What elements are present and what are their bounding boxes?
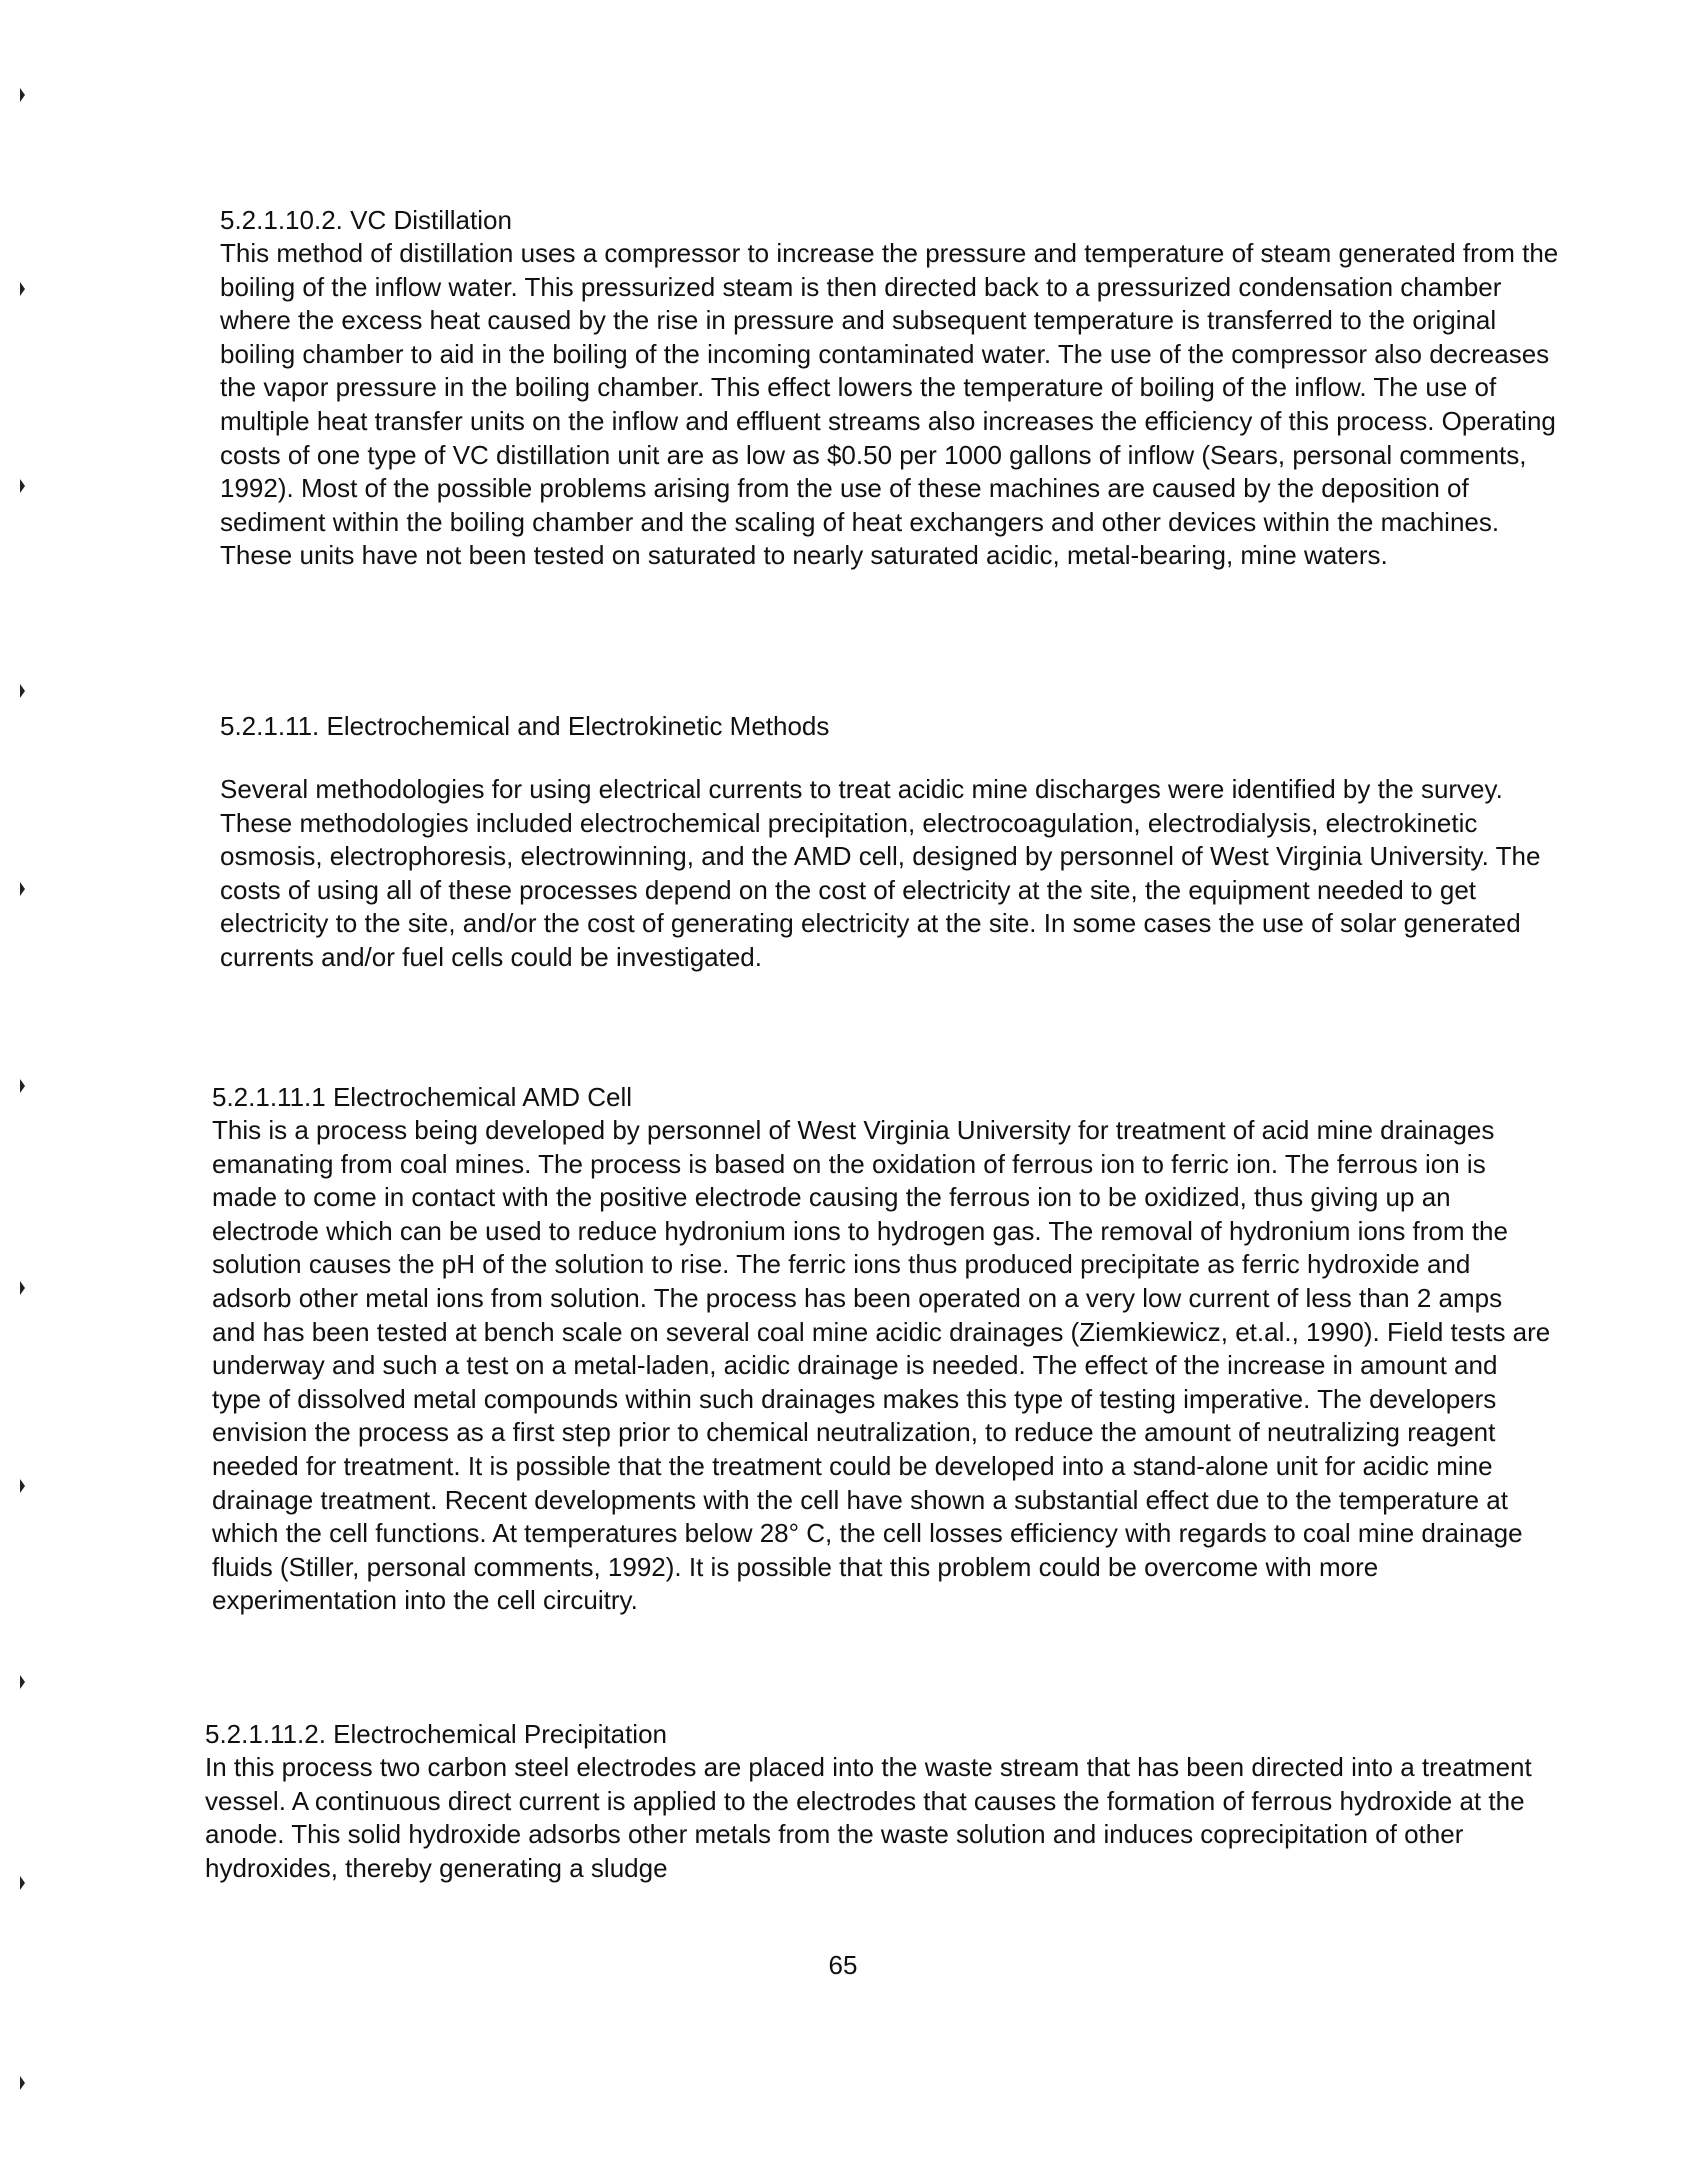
section-body: In this process two carbon steel electrodes are placed into the waste stream that has been directed into a treatment vessel. A continuous direct current is applied to the electrodes that causes the formation of ferrous hydroxide at the anode. This solid hydroxide adsorbs other metals from the waste solution and induces coprecipitation of other hydroxides, thereby generating a sludge <box>205 1752 1532 1883</box>
section-heading: 5.2.1.11. Electrochemical and Electrokinetic Methods <box>220 711 830 741</box>
margin-mark <box>20 1876 25 1890</box>
page-number: 65 <box>828 1950 858 1980</box>
margin-mark <box>20 1479 25 1493</box>
margin-mark <box>20 882 25 896</box>
margin-mark <box>20 2076 25 2090</box>
margin-mark <box>20 684 25 698</box>
margin-mark <box>20 479 25 493</box>
section-body: This is a process being developed by personnel of West Virginia University for treatment of acid mine drainages emanating from coal mines. The process is based on the oxidation of ferrous ion to ferric ion. The ferrous ion is made to come in contact with the positive electrode causing the ferrous ion to be oxidized, thus giving up an electrode which can be used to reduce hydronium ions to hydrogen gas. The removal of hydronium ions from the solution causes the pH of the solution to rise. The ferric ions thus produced precipitate as ferric hydroxide and adsorb other metal ions from solution. The process has been operated on a very low current of less than 2 amps and has been tested at bench scale on several coal mine acidic drainages (Ziemkiewicz, et.al., 1990). Field tests are underway and such a test on a metal-laden, acidic drainage is needed. The effect of the increase in amount and type of dissolved metal compounds within such drainages makes this type of testing imperative. The developers envision the process as a first step prior to chemical neutralization, to reduce the amount of neutralizing reagent needed for treatment. It is possible that the treatment could be developed into a stand-alone unit for acidic mine drainage treatment. Recent developments with the cell have shown a substantial effect due to the temperature at which the cell functions. At temperatures below 28° C, the cell losses efficiency with regards to coal mine drainage fluids (Stiller, personal comments, 1992). It is possible that this problem could be overcome with more experimentation into the cell circuitry. <box>212 1115 1551 1616</box>
margin-mark <box>20 1675 25 1689</box>
margin-mark <box>20 88 25 102</box>
section-amd-cell <box>212 1080 1552 1618</box>
margin-mark <box>20 1079 25 1093</box>
section-vc-distillation <box>220 203 1560 573</box>
margin-mark <box>20 1281 25 1295</box>
section-electrochemical-methods <box>220 709 1560 975</box>
binding-margin-marks <box>20 0 40 2175</box>
section-heading: 5.2.1.11.1 Electrochemical AMD Cell <box>212 1082 633 1112</box>
margin-mark <box>20 282 25 296</box>
section-heading: 5.2.1.10.2. VC Distillation <box>220 205 512 235</box>
section-body: This method of distillation uses a compressor to increase the pressure and temperature of steam generated from the boiling of the inflow water. This pressurized steam is then directed back to a pressurized condensation chamber where the excess heat caused by the rise in pressure and subsequent temperature is transferred to the original boiling chamber to aid in the boiling of the incoming contaminated water. The use of the compressor also decreases the vapor pressure in the boiling chamber. This effect lowers the temperature of boiling of the inflow. The use of multiple heat transfer units on the inflow and effluent streams also increases the efficiency of this process. Operating costs of one type of VC distillation unit are as low as $0.50 per 1000 gallons of inflow (Sears, personal comments, 1992). Most of the possible problems arising from the use of these machines are caused by the deposition of sediment within the boiling chamber and the scaling of heat exchangers and other devices within the machines. These units have not been tested on saturated to nearly saturated acidic, metal-bearing, mine waters. <box>220 238 1559 571</box>
section-electrochemical-precipitation <box>205 1717 1545 1885</box>
section-body: Several methodologies for using electrical currents to treat acidic mine discharges were identified by the survey. These methodologies included electrochemical precipitation, electrocoagulation, electrodialysis, electrokinetic osmosis, electrophoresis, electrowinning, and the AMD cell, designed by personnel of West Virginia University. The costs of using all of these processes depend on the cost of electricity at the site, the equipment needed to get electricity to the site, and/or the cost of generating electricity at the site. In some cases the use of solar generated currents and/or fuel cells could be investigated. <box>220 774 1541 972</box>
section-heading: 5.2.1.11.2. Electrochemical Precipitation <box>205 1719 667 1749</box>
